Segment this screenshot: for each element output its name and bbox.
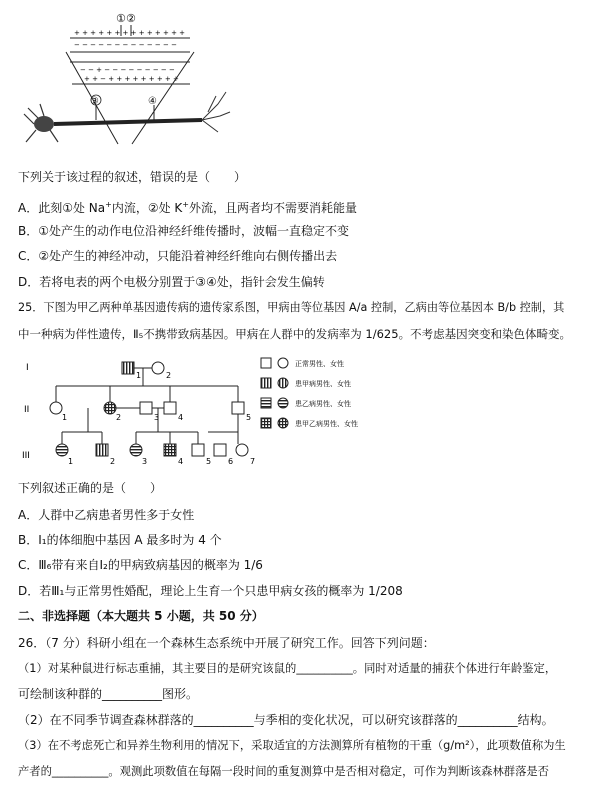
- q25-option-a: A．人群中乙病患者男性多于女性: [18, 508, 195, 522]
- gen-label-2: II: [24, 405, 30, 415]
- marker-1: ①: [116, 12, 126, 25]
- membrane-row-2: − − − − − − − − − − − − −: [74, 41, 177, 49]
- q26-part1-b: 可绘制该种群的__________图形。: [18, 687, 199, 701]
- pedigree-legend: [255, 352, 405, 442]
- q25-stem-2: 中一种病为伴性遗传，Ⅱ₅不携带致病基因。甲病在人群中的发病率为 1/625。不考虑基因突变和染色体畸变。: [18, 327, 572, 341]
- legend-disease-b: 患乙病男性、女性: [295, 400, 351, 408]
- section2-title: 二、非选择题（本大题共 5 小题，共 50 分）: [18, 609, 264, 623]
- q26-part3-b: 产者的__________。观测此项数值在每隔一段时间的重复测算中是否相对稳定，可作为判断该森林群落是否: [18, 765, 549, 778]
- gen1-num-1: 1: [136, 371, 142, 380]
- gen3-num-3: 3: [142, 457, 148, 466]
- q25-option-d: D．若Ⅲ₁与正常男性婚配，理论上生育一个只患甲病女孩的概率为 1/208: [18, 584, 403, 598]
- marker-4: ④: [148, 96, 157, 107]
- q26-part2: （2）在不同季节调查森林群落的__________与季相的变化状况，可以研究该群落的__________结构。: [18, 713, 554, 727]
- gen-label-1: I: [26, 363, 29, 373]
- q24-option-a-part3: 外流，且两者均不需要消耗能量: [188, 201, 357, 215]
- q24-option-d: D．若将电表的两个电极分别置于③④处，指针会发生偏转: [18, 275, 325, 289]
- gen3-num-2: 2: [110, 457, 116, 466]
- membrane-row-4: + + − + + + + + + + + +: [84, 75, 179, 83]
- gen3-num-4: 4: [178, 457, 184, 466]
- pedigree-chart: [18, 350, 268, 470]
- gen2-num-4: 4: [178, 413, 184, 422]
- q25-option-b: B．Ⅰ₁的体细胞中基因 A 最多时为 4 个: [18, 533, 222, 547]
- gen2-num-1: 1: [62, 413, 68, 422]
- marker-2: ②: [126, 12, 136, 25]
- q25-option-c: C．Ⅲ₆带有来自Ⅰ₂的甲病致病基因的概率为 1/6: [18, 558, 263, 572]
- marker-3: ③: [90, 96, 99, 107]
- membrane-row-1: + + + + + + + + + + + + + +: [74, 29, 186, 37]
- q25-stem-1: 25．下图为甲乙两种单基因遗传病的遗传家系图，甲病由等位基因 A/a 控制，乙病由等位基因本 B/b 控制，其: [18, 301, 565, 314]
- q26-part3-a: （3）在不考虑死亡和异养生物利用的情况下，采取适宜的方法测算所有植物的干重（g/m²），此项数值称为生: [18, 739, 566, 752]
- gen3-num-6: 6: [228, 457, 234, 466]
- gen3-num-7: 7: [250, 457, 256, 466]
- q24-option-b: B．①处产生的动作电位沿神经纤维传播时，波幅一直稳定不变: [18, 224, 349, 238]
- legend-disease-ab: 患甲乙病男性、女性: [295, 420, 358, 428]
- q24-option-c: C．②处产生的神经冲动，只能沿着神经纤维向右侧传播出去: [18, 249, 338, 263]
- gen2-num-2: 2: [116, 413, 122, 422]
- q25-question: 下列叙述正确的是（ ）: [18, 481, 163, 495]
- q26-part1-a: （1）对某种鼠进行标志重捕，其主要目的是研究该鼠的__________。同时对适量的捕获个体进行年龄鉴定，: [18, 662, 557, 675]
- neuron-diagram: [22, 4, 232, 154]
- gen-label-3: III: [22, 451, 30, 461]
- legend-normal: 正常男性、女性: [295, 360, 344, 368]
- gen3-num-5: 5: [206, 457, 212, 466]
- q26-stem: 26．（7 分）科研小组在一个森林生态系统中开展了研究工作。回答下列问题：: [18, 636, 435, 650]
- q24-option-a-part2: 内流，②处 K: [111, 201, 183, 215]
- q24-option-a: [18, 197, 357, 216]
- gen2-num-5: 5: [246, 413, 252, 422]
- gen3-num-1: 1: [68, 457, 74, 466]
- q24-option-a-part1: A．此刻①处 Na: [18, 201, 106, 215]
- legend-disease-a: 患甲病男性、女性: [295, 380, 351, 388]
- q24-option-a-sup2: +: [182, 200, 189, 209]
- q24-option-a-sup1: +: [105, 200, 112, 209]
- gen2-num-3: 3: [154, 413, 160, 422]
- q24-stem: 下列关于该过程的叙述，错误的是（ ）: [18, 170, 247, 184]
- membrane-row-3: − − + − − − − − − − − −: [80, 66, 175, 74]
- gen1-num-2: 2: [166, 371, 172, 380]
